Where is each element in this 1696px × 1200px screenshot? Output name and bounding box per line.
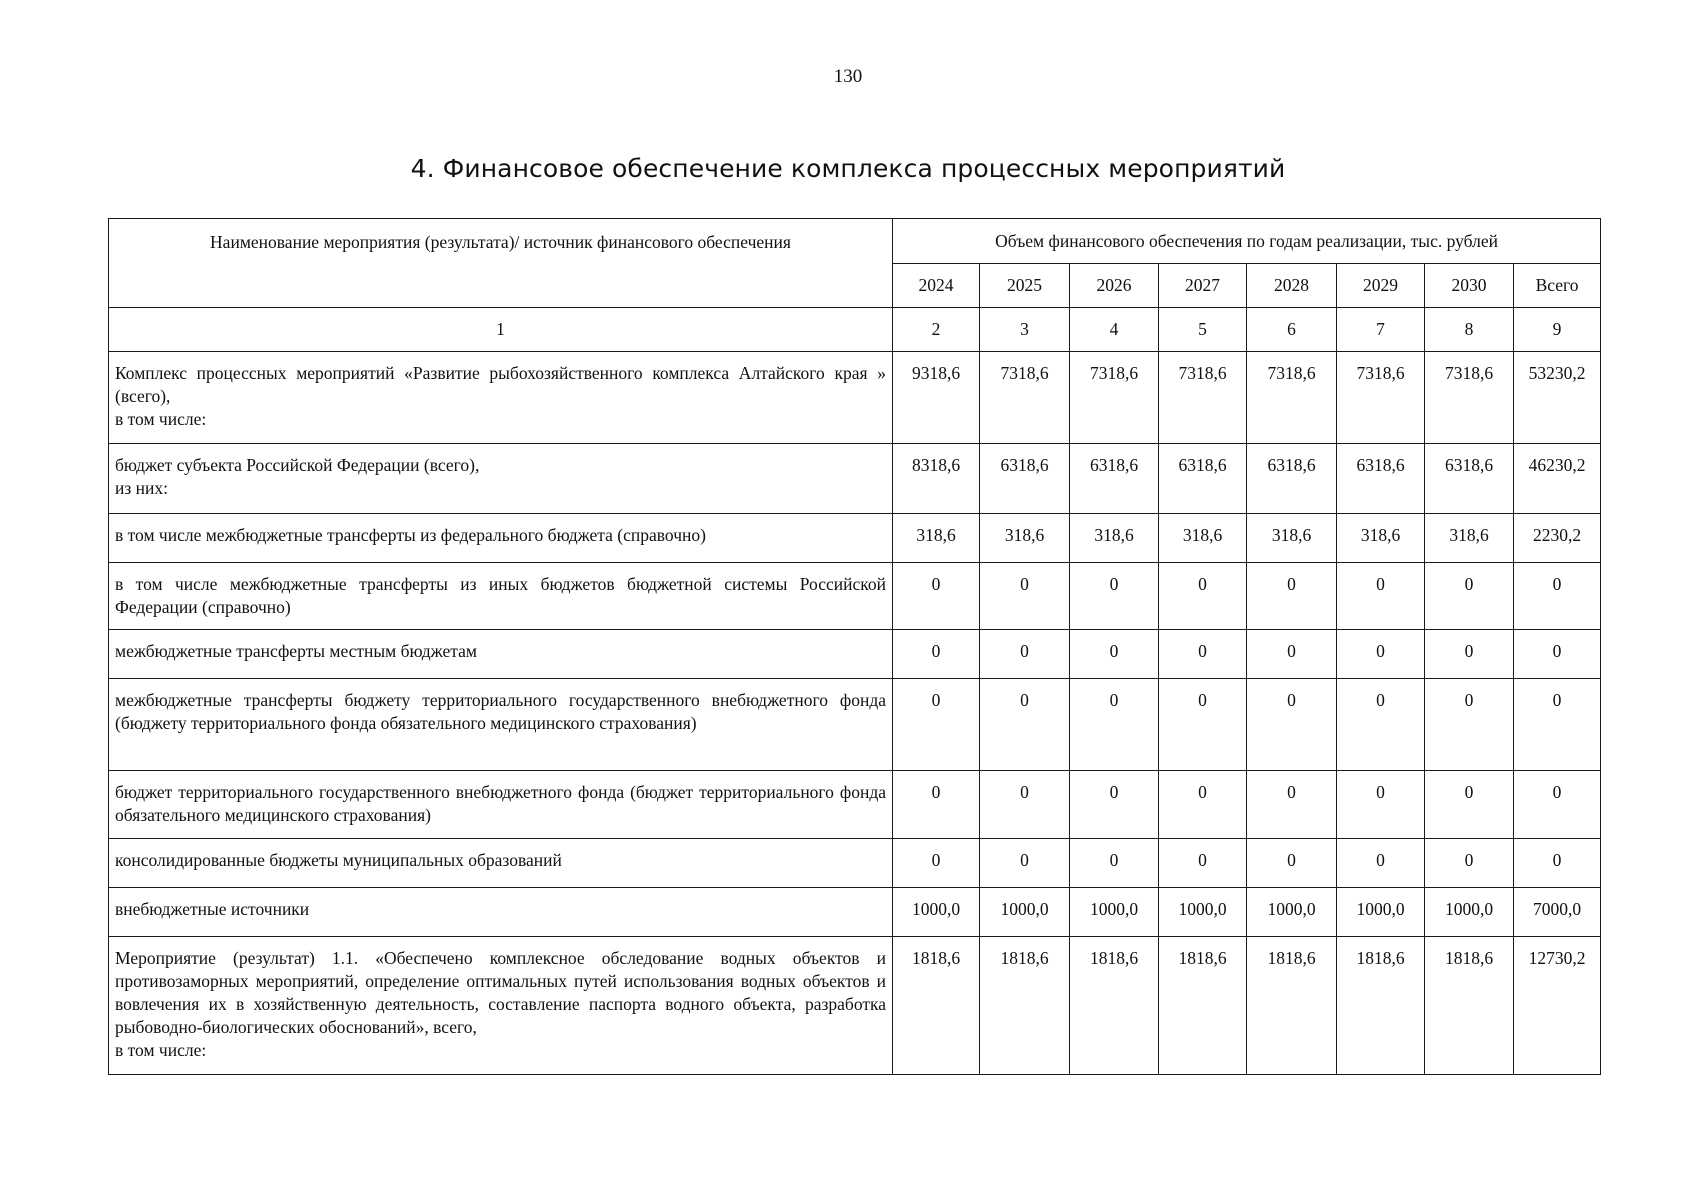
- row-name: межбюджетные трансферты местным бюджетам: [115, 641, 477, 661]
- table-row: [109, 771, 1601, 839]
- row-value-cell: 0: [980, 630, 1070, 679]
- column-number: 4: [1070, 308, 1159, 352]
- row-value-cell: 0: [893, 771, 980, 839]
- row-total-cell: 0: [1514, 771, 1601, 839]
- row-value-cell: 9318,6: [893, 352, 980, 444]
- row-value-cell: 7318,6: [1337, 352, 1425, 444]
- row-name-cell: [109, 514, 893, 563]
- row-name-cell: [109, 563, 893, 630]
- row-value-cell: 0: [980, 771, 1070, 839]
- row-value-cell: 0: [1247, 679, 1337, 771]
- column-number: 9: [1514, 308, 1601, 352]
- row-total-cell: 46230,2: [1514, 444, 1601, 514]
- header-group-label: Объем финансового обеспечения по годам реализации, тыс. рублей: [995, 230, 1498, 251]
- row-value-cell: 1000,0: [1337, 888, 1425, 937]
- row-value-cell: 0: [1070, 839, 1159, 888]
- column-numbers-row: [109, 308, 1601, 352]
- row-value-cell: 318,6: [1247, 514, 1337, 563]
- column-number: 1: [109, 308, 893, 352]
- row-value-cell: 0: [1247, 771, 1337, 839]
- row-value-cell: 0: [1070, 771, 1159, 839]
- header-name-label: Наименование мероприятия (результата)/ источник финансового обеспечения: [210, 232, 791, 252]
- row-value-cell: 1000,0: [1425, 888, 1514, 937]
- page-title: 4. Финансовое обеспечение комплекса процессных мероприятий: [410, 154, 1286, 183]
- row-name: межбюджетные трансферты бюджету территориального государственного внебюджетного фонда (бюджету территориального фонда обязательного медицинского страхования): [115, 690, 886, 733]
- row-value-cell: 1000,0: [980, 888, 1070, 937]
- column-number: 3: [980, 308, 1070, 352]
- table-row: [109, 563, 1601, 630]
- year-header: 2025: [980, 264, 1070, 308]
- row-value-cell: 6318,6: [1247, 444, 1337, 514]
- row-value-cell: 0: [1070, 563, 1159, 630]
- year-header: 2026: [1070, 264, 1159, 308]
- row-name-cell: [109, 888, 893, 937]
- row-value-cell: 0: [1425, 630, 1514, 679]
- row-value-cell: 318,6: [1425, 514, 1514, 563]
- row-value-cell: 1818,6: [893, 937, 980, 1075]
- table-row: [109, 352, 1601, 444]
- row-value-cell: 1000,0: [1070, 888, 1159, 937]
- row-total-cell: 53230,2: [1514, 352, 1601, 444]
- column-number: 2: [893, 308, 980, 352]
- row-value-cell: 0: [1247, 839, 1337, 888]
- row-value-cell: 7318,6: [980, 352, 1070, 444]
- row-value-cell: 0: [893, 839, 980, 888]
- row-value-cell: 318,6: [1337, 514, 1425, 563]
- row-value-cell: 0: [1070, 630, 1159, 679]
- row-name: внебюджетные источники: [115, 899, 310, 919]
- row-value-cell: 318,6: [1070, 514, 1159, 563]
- row-name: консолидированные бюджеты муниципальных образований: [115, 850, 562, 870]
- row-name-cell: [109, 771, 893, 839]
- row-value-cell: 1818,6: [1337, 937, 1425, 1075]
- row-name-cell: [109, 839, 893, 888]
- row-name: в том числе межбюджетные трансферты из иных бюджетов бюджетной системы Российской Федерации (справочно): [115, 574, 886, 617]
- row-value-cell: 7318,6: [1247, 352, 1337, 444]
- row-value-cell: 1000,0: [893, 888, 980, 937]
- total-header: Всего: [1514, 264, 1601, 308]
- row-name-cell: [109, 630, 893, 679]
- row-value-cell: 318,6: [893, 514, 980, 563]
- row-name-cell: [109, 937, 893, 1075]
- row-value-cell: 1818,6: [1159, 937, 1247, 1075]
- row-value-cell: 0: [1159, 839, 1247, 888]
- row-value-cell: 0: [1425, 679, 1514, 771]
- row-value-cell: 318,6: [980, 514, 1070, 563]
- row-name: Мероприятие (результат) 1.1. «Обеспечено комплексное обследование водных объектов и противозаморных мероприятий, определение оптимальных путей использования водных объектов и вовлечения их в хозяйственную деятельность, составление паспорта водного объекта, разработка рыбоводно-биологических обоснований», всего, в том числе:: [115, 948, 886, 1060]
- row-value-cell: 0: [1425, 563, 1514, 630]
- year-header: 2028: [1247, 264, 1337, 308]
- row-value-cell: 0: [1337, 771, 1425, 839]
- table-row: [109, 839, 1601, 888]
- year-header: 2027: [1159, 264, 1247, 308]
- row-value-cell: 1000,0: [1247, 888, 1337, 937]
- column-number: 5: [1159, 308, 1247, 352]
- row-value-cell: 0: [1159, 679, 1247, 771]
- table-row: [109, 630, 1601, 679]
- year-header: 2030: [1425, 264, 1514, 308]
- row-total-cell: 7000,0: [1514, 888, 1601, 937]
- row-name-cell: [109, 679, 893, 771]
- row-value-cell: 7318,6: [1070, 352, 1159, 444]
- row-name: бюджет субъекта Российской Федерации (всего), из них:: [115, 455, 480, 498]
- row-value-cell: 0: [893, 630, 980, 679]
- row-value-cell: 0: [1247, 630, 1337, 679]
- row-name: в том числе межбюджетные трансферты из федерального бюджета (справочно): [115, 525, 706, 545]
- row-value-cell: 7318,6: [1425, 352, 1514, 444]
- row-name-cell: [109, 444, 893, 514]
- row-value-cell: 6318,6: [1159, 444, 1247, 514]
- row-name: бюджет территориального государственного внебюджетного фонда (бюджет территориального фонда обязательного медицинского страхования): [115, 782, 886, 825]
- year-header: 2029: [1337, 264, 1425, 308]
- row-value-cell: 8318,6: [893, 444, 980, 514]
- financing-table: [108, 218, 1601, 1075]
- row-value-cell: 1000,0: [1159, 888, 1247, 937]
- column-number: 8: [1425, 308, 1514, 352]
- year-header: 2024: [893, 264, 980, 308]
- row-value-cell: 0: [1425, 771, 1514, 839]
- row-value-cell: 0: [980, 563, 1070, 630]
- row-value-cell: 7318,6: [1159, 352, 1247, 444]
- row-total-cell: 2230,2: [1514, 514, 1601, 563]
- row-total-cell: 0: [1514, 563, 1601, 630]
- row-total-cell: 12730,2: [1514, 937, 1601, 1075]
- table-row: [109, 444, 1601, 514]
- row-value-cell: 0: [1337, 679, 1425, 771]
- row-name-cell: [109, 352, 893, 444]
- row-value-cell: 0: [893, 563, 980, 630]
- table-row: [109, 888, 1601, 937]
- row-value-cell: 0: [980, 839, 1070, 888]
- row-value-cell: 0: [1337, 839, 1425, 888]
- row-value-cell: 6318,6: [1425, 444, 1514, 514]
- row-value-cell: 0: [980, 679, 1070, 771]
- row-value-cell: 1818,6: [980, 937, 1070, 1075]
- row-value-cell: 0: [1159, 563, 1247, 630]
- table-row: [109, 514, 1601, 563]
- row-name: Комплекс процессных мероприятий «Развитие рыбохозяйственного комплекса Алтайского края » (всего), в том числе:: [115, 363, 886, 429]
- row-value-cell: 0: [1159, 630, 1247, 679]
- row-value-cell: 0: [1337, 630, 1425, 679]
- row-value-cell: 0: [1337, 563, 1425, 630]
- row-value-cell: 0: [893, 679, 980, 771]
- row-value-cell: 0: [1159, 771, 1247, 839]
- row-value-cell: 0: [1425, 839, 1514, 888]
- table-row: [109, 679, 1601, 771]
- row-value-cell: 0: [1070, 679, 1159, 771]
- row-value-cell: 6318,6: [1070, 444, 1159, 514]
- page-number: 130: [833, 66, 863, 87]
- table-row: [109, 937, 1601, 1075]
- row-total-cell: 0: [1514, 839, 1601, 888]
- column-number: 7: [1337, 308, 1425, 352]
- row-value-cell: 6318,6: [980, 444, 1070, 514]
- row-value-cell: 6318,6: [1337, 444, 1425, 514]
- header-row: [109, 219, 1601, 264]
- column-number: 6: [1247, 308, 1337, 352]
- row-value-cell: 1818,6: [1247, 937, 1337, 1075]
- row-total-cell: 0: [1514, 679, 1601, 771]
- header-name-cell: [109, 219, 893, 308]
- row-value-cell: 1818,6: [1425, 937, 1514, 1075]
- row-total-cell: 0: [1514, 630, 1601, 679]
- header-group-cell: [893, 219, 1601, 264]
- row-value-cell: 0: [1247, 563, 1337, 630]
- row-value-cell: 1818,6: [1070, 937, 1159, 1075]
- row-value-cell: 318,6: [1159, 514, 1247, 563]
